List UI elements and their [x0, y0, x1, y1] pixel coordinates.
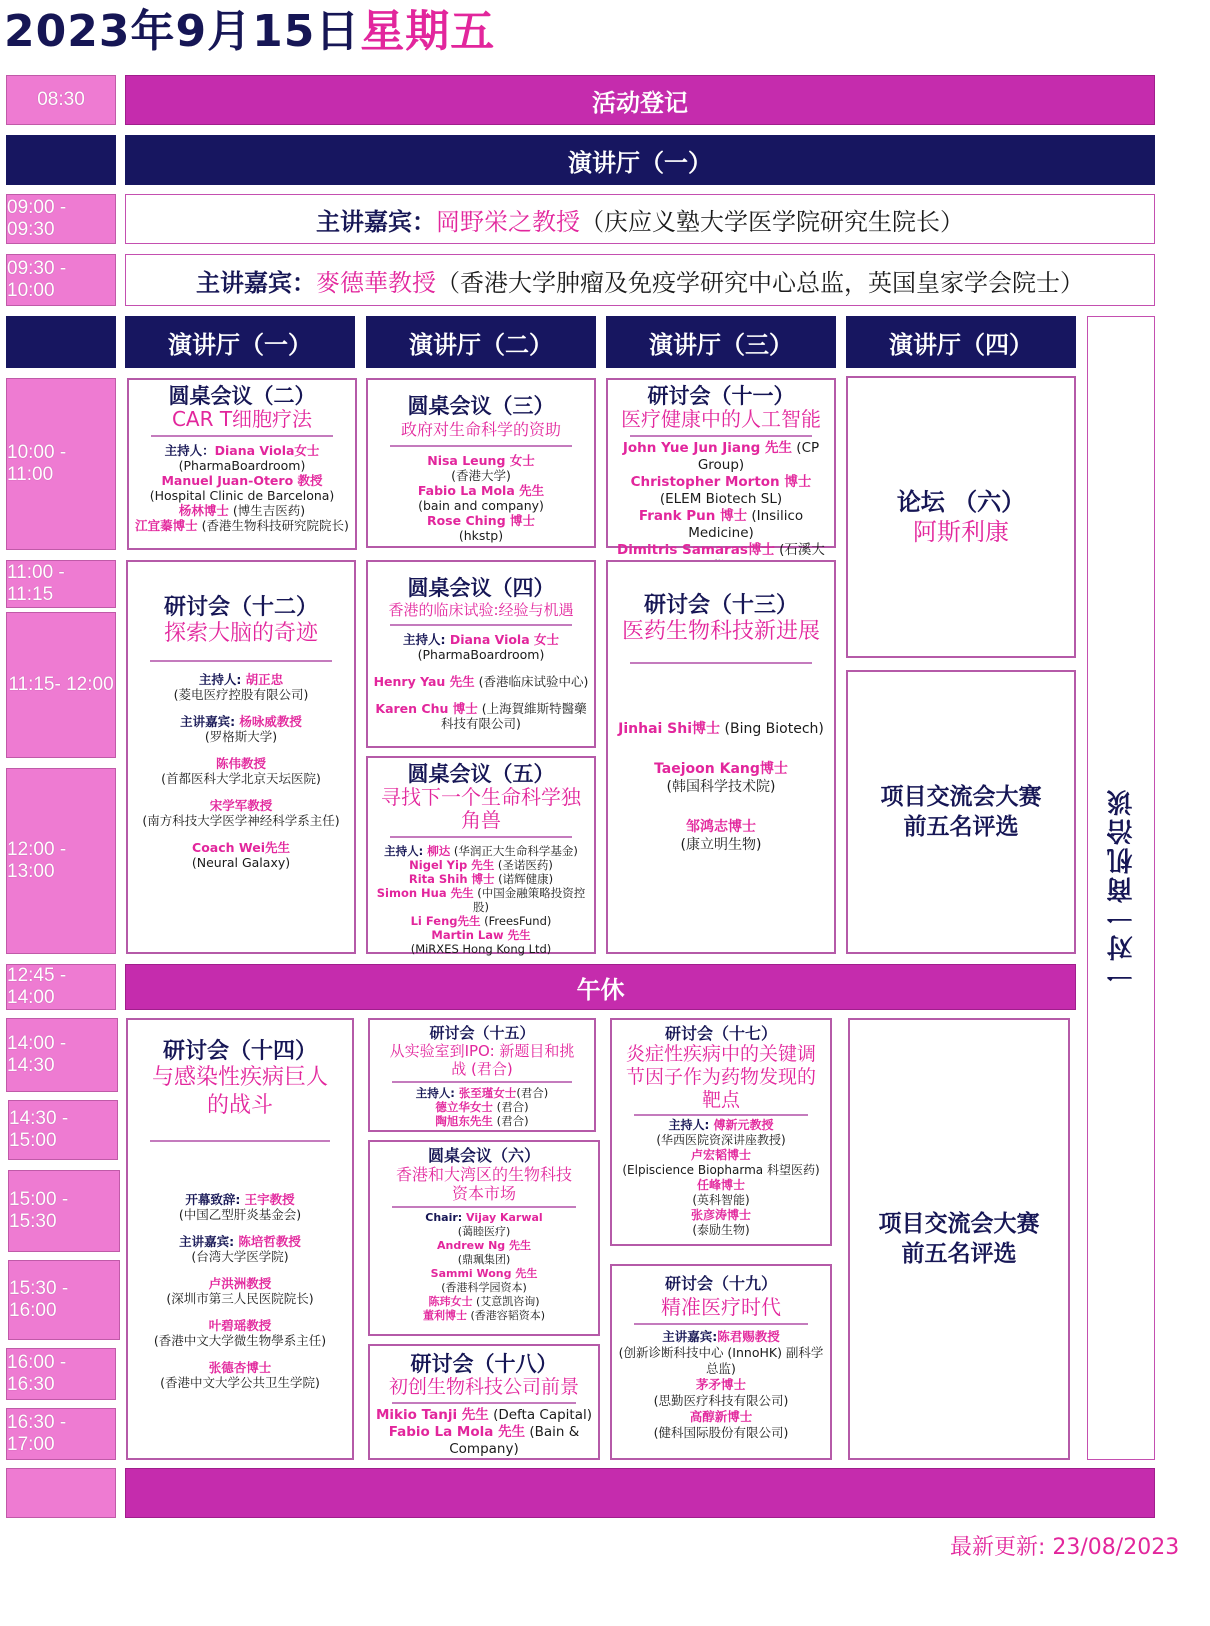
- time-1430: 14:30 - 15:00: [8, 1100, 118, 1160]
- divider: [634, 1323, 808, 1325]
- speaker-name: Nigel Yip 先生: [409, 857, 495, 872]
- speaker-name: 杨咏威教授: [239, 713, 302, 729]
- time-1400: 14:00 - 14:30: [6, 1018, 118, 1092]
- speaker-name: Jinhai Shi博士: [618, 720, 721, 737]
- last-updated: 最新更新: 23/08/2023: [950, 1535, 1180, 1560]
- time-1530: 15:30 - 16:00: [8, 1260, 120, 1340]
- speaker-org: (中国金融策略投资控股): [473, 885, 586, 914]
- seminar-14: [126, 1018, 354, 1460]
- speaker-org: (PharmaBoardroom): [178, 457, 306, 473]
- speaker-name: 陈伟教授: [215, 755, 266, 771]
- speaker-org: (圣诺医药): [494, 857, 553, 872]
- roundtable-2-subtitle: CAR T细胞疗法: [171, 407, 313, 431]
- speaker-org: (FreesFund): [480, 913, 552, 928]
- chair-label: Chair:: [425, 1210, 467, 1224]
- speaker-name: Fabio La Mola 先生: [388, 1423, 526, 1440]
- seminar-11-subtitle: 医疗健康中的人工智能: [621, 407, 821, 431]
- speaker-name: Mikio Tanji 先生: [375, 1406, 489, 1423]
- lunch-bar: 午休: [125, 964, 1076, 1010]
- speaker-name: Coach Wei先生: [192, 839, 290, 855]
- date-text: 2023年9月15日: [4, 6, 361, 57]
- speaker-org: (香港中文大学微生物學系主任): [153, 1332, 327, 1348]
- speaker-org: (Bing Biotech): [720, 720, 824, 737]
- speaker-org: (PharmaBoardroom): [417, 646, 545, 662]
- closing-bar: [125, 1468, 1155, 1518]
- speaker-org: (香港科学园资本): [441, 1280, 527, 1294]
- speaker-org: (石溪大: [779, 541, 825, 558]
- speaker-org: (君合): [492, 1113, 529, 1128]
- speaker-org: (Hospital Clinic de Barcelona): [149, 487, 335, 503]
- speaker-name: 茅矛博士: [695, 1376, 746, 1392]
- speaker-name: 任峰博士: [696, 1177, 745, 1192]
- speaker-name: Vijay Karwal: [466, 1210, 543, 1224]
- roundtable-5: [366, 756, 596, 954]
- speaker-name: Karen Chu 博士: [375, 700, 478, 716]
- divider: [630, 662, 812, 664]
- seminar-19-title: 研讨会（十九）: [664, 1274, 777, 1293]
- seminar-19-subtitle: 精准医疗时代: [661, 1295, 781, 1319]
- contest-subtitle: 前五名评选: [903, 814, 1019, 840]
- speaker-org: (君合): [492, 1099, 529, 1114]
- speaker-name: 张德杏博士: [208, 1359, 272, 1375]
- speaker-org: (艾意凯咨询): [472, 1294, 540, 1308]
- time-1115: 11:15- 12:00: [6, 612, 116, 758]
- contest-top5-2: [848, 1018, 1070, 1460]
- roundtable-4: [366, 560, 596, 748]
- divider: [392, 1402, 576, 1404]
- registration-bar: 活动登记: [125, 75, 1155, 125]
- speaker-org: (MiRXES Hong Kong Ltd): [410, 941, 552, 956]
- time-blank-3: [6, 1468, 116, 1518]
- time-1000: 10:00 - 11:00: [6, 378, 116, 550]
- speaker-name: Taejoon Kang博士: [654, 760, 788, 777]
- speaker-name: Andrew Ng 先生: [436, 1238, 531, 1252]
- speaker-org: (香港大学): [451, 467, 511, 483]
- seminar-13-title: 研讨会（十三）: [643, 593, 798, 618]
- divider: [390, 624, 572, 626]
- speaker-org: (韩国科学技术院): [666, 778, 776, 795]
- speaker-name: Christopher Morton 博士: [630, 473, 812, 490]
- host-label: 主持人:: [668, 1117, 714, 1132]
- speaker-name: Diana Viola女士: [214, 442, 320, 458]
- speaker-name: John Yue Jun Jiang 先生: [622, 439, 793, 456]
- seminar-17-subtitle: 炎症性疾病中的关键调节因子作为药物发现的靶点: [625, 1043, 816, 1111]
- roundtable-6-subtitle: 香港和大湾区的生物科技资本市场: [395, 1165, 572, 1203]
- host-label: 主持人:: [198, 671, 246, 687]
- seminar-18: [368, 1344, 600, 1460]
- time-0930: 09:30 - 10:00: [6, 254, 116, 306]
- speaker-org: (香港容韬资本): [466, 1308, 546, 1322]
- contest-title: 项目交流会大赛: [878, 1211, 1040, 1237]
- seminar-17-title: 研讨会（十七）: [664, 1024, 777, 1043]
- speaker-org: (康立明生物): [680, 836, 762, 853]
- keynote-2-label: 主讲嘉宾：: [196, 268, 316, 297]
- speaker-org: (诺辉健康): [494, 871, 554, 886]
- roundtable-3-title: 圆桌会议（三）: [407, 394, 555, 418]
- divider: [390, 836, 572, 838]
- speaker-name: 陈培哲教授: [238, 1233, 301, 1249]
- speaker-name: Martin Law 先生: [431, 927, 531, 942]
- speaker-name: Nisa Leung 女士: [427, 452, 535, 468]
- speaker-org: (CP Group): [697, 439, 820, 473]
- divider: [390, 445, 572, 447]
- speaker-org: (蔼睦医疗): [457, 1224, 511, 1238]
- seminar-19: [610, 1264, 832, 1460]
- divider: [630, 435, 812, 437]
- speaker-name: 胡正忠: [245, 671, 284, 687]
- seminar-13-subtitle: 医药生物科技新进展: [621, 619, 820, 644]
- speaker-name: Manuel Juan-Otero 教授: [161, 472, 323, 488]
- forum-6: [846, 376, 1076, 658]
- speaker-org: (罗格斯大学): [204, 728, 278, 744]
- seminar-17: [610, 1018, 832, 1246]
- speaker-org: (ELEM Biotech SL): [659, 490, 783, 507]
- speaker-org: (Elpiscience Biopharma 科望医药): [622, 1162, 820, 1177]
- roundtable-3: [366, 378, 596, 548]
- speaker-name: 邹鸿志博士: [686, 818, 756, 835]
- hall-4-header: 演讲厅（四）: [846, 316, 1076, 368]
- speaker-org: (华润正大生命科学基金): [450, 843, 578, 858]
- time-0830: 08:30: [6, 75, 116, 125]
- speaker-name: Simon Hua 先生: [376, 885, 474, 900]
- main-hall-bar: 演讲厅（一）: [125, 135, 1155, 185]
- seminar-12: [126, 560, 356, 954]
- speaker-org: (Bain & Company): [449, 1423, 580, 1457]
- speaker-org: (菱电医疗控股有限公司): [173, 686, 309, 702]
- contest-title: 项目交流会大赛: [880, 784, 1042, 810]
- keynote-2-desc: （香港大学肿瘤及免疫学研究中心总监，英国皇家学会院士）: [436, 268, 1084, 297]
- roundtable-6: [368, 1140, 600, 1336]
- speaker-name: Diana Viola 女士: [449, 631, 560, 647]
- seminar-11: [606, 378, 836, 558]
- time-1500: 15:00 - 15:30: [8, 1170, 120, 1252]
- hall-3-header: 演讲厅（三）: [606, 316, 836, 368]
- speaker-org: (鼎珮集团): [457, 1252, 511, 1266]
- speaker-org: (香港中文大学公共卫生学院): [160, 1374, 320, 1390]
- speaker-org: (华西医院资深讲座教授): [656, 1132, 786, 1147]
- roundtable-2-title: 圆桌会议（二）: [168, 384, 316, 408]
- seminar-14-subtitle: 与感染性疾病巨人的战斗: [151, 1065, 328, 1118]
- seminar-15: [368, 1018, 596, 1132]
- speaker-name: 杨林博士: [178, 502, 229, 518]
- speaker-org: (泰励生物): [692, 1222, 750, 1237]
- speaker-name: 张彦涛博士: [690, 1207, 751, 1222]
- speaker-name: Fabio La Mola 先生: [417, 482, 545, 498]
- keynote-2-speaker: 麥德華教授: [316, 268, 436, 297]
- time-1100: 11:00 - 11:15: [6, 560, 116, 608]
- speaker-org: (南方科技大学医学神经科学系主任): [142, 812, 340, 828]
- roundtable-2: [127, 378, 357, 550]
- speaker-org: (上海賀維斯特醫藥科技有限公司): [441, 700, 587, 731]
- speaker-name: Henry Yau 先生: [373, 673, 475, 689]
- one-on-one-label: 一对一商机洽谈: [1106, 786, 1137, 990]
- roundtable-5-title: 圆桌会议（五）: [407, 762, 555, 786]
- time-blank-1: [6, 135, 116, 185]
- seminar-14-title: 研讨会（十四）: [162, 1039, 317, 1064]
- roundtable-3-subtitle: 政府对生命科学的资助: [400, 420, 561, 439]
- roundtable-4-subtitle: 香港的临床试验:经验与机遇: [388, 601, 574, 619]
- seminar-13: [606, 560, 836, 954]
- time-1245: 12:45 - 14:00: [6, 964, 116, 1010]
- seminar-15-subtitle: 从实验室到IPO: 新题目和挑战 (君合): [389, 1042, 575, 1078]
- speaker-name: 董利博士: [422, 1308, 467, 1322]
- speaker-name: Dimitris Samaras博士: [617, 541, 775, 558]
- speaker-name: 宋学军教授: [209, 797, 273, 813]
- speaker-name: 德立华女士: [435, 1099, 493, 1114]
- weekday-text: 星期五: [360, 6, 496, 57]
- host-label: 主持人:: [415, 1085, 459, 1100]
- time-1630: 16:30 - 17:00: [6, 1408, 116, 1460]
- seminar-12-title: 研讨会（十二）: [163, 595, 318, 620]
- speaker-name: Rose Ching 博士: [426, 512, 536, 528]
- keynote-1: [125, 194, 1155, 244]
- roundtable-5-subtitle: 寻找下一个生命科学独角兽: [381, 785, 581, 832]
- keynote-label: 主讲嘉宾:: [662, 1328, 718, 1344]
- seminar-11-title: 研讨会（十一）: [647, 384, 795, 408]
- speaker-org: (bain and company): [418, 497, 544, 513]
- seminar-18-title: 研讨会（十八）: [410, 1352, 558, 1376]
- speaker-name: 张至瑾女士: [458, 1085, 517, 1100]
- roundtable-4-title: 圆桌会议（四）: [407, 576, 555, 600]
- speaker-org: (深圳市第三人民医院院长): [166, 1290, 314, 1306]
- divider: [392, 1206, 576, 1208]
- speaker-org: (英科智能): [692, 1192, 750, 1207]
- speaker-name: 江宜蓁博士: [135, 517, 198, 533]
- speaker-org: (香港生物科技研究院院长): [197, 517, 349, 533]
- forum-6-subtitle: 阿斯利康: [913, 518, 1009, 546]
- divider: [150, 660, 332, 662]
- host-label: 主持人：: [164, 442, 215, 458]
- page-title: [4, 2, 495, 62]
- speaker-name: 卢宏韬博士: [690, 1147, 751, 1162]
- speaker-name: Frank Pun 博士: [638, 507, 748, 524]
- divider: [150, 1140, 330, 1142]
- speaker-name: Rita Shih 博士: [408, 871, 495, 886]
- forum-6-title: 论坛 （六）: [896, 488, 1026, 516]
- contest-top5-1: [846, 670, 1076, 954]
- time-blank-2: [6, 316, 116, 368]
- speaker-org: (台湾大学医学院): [191, 1248, 289, 1264]
- keynote-2: [125, 254, 1155, 306]
- time-1600: 16:00 - 16:30: [6, 1348, 116, 1400]
- speaker-name: 高醇新博士: [689, 1408, 753, 1424]
- divider: [634, 1114, 808, 1116]
- one-on-one-column: [1087, 316, 1155, 1460]
- speaker-name: Li Feng先生: [410, 913, 481, 928]
- speaker-name: 陈玮女士: [428, 1294, 473, 1308]
- hall-2-header: 演讲厅（二）: [366, 316, 596, 368]
- keynote-1-label: 主讲嘉宾：: [316, 207, 436, 236]
- divider: [392, 1081, 572, 1083]
- speaker-org: (君合): [516, 1085, 549, 1100]
- seminar-18-subtitle: 初创生物科技公司前景: [388, 1376, 579, 1398]
- speaker-org: (创新诊断科技中心 (InnoHK) 副科学总监): [618, 1344, 824, 1376]
- speaker-name: 陶旭东先生: [435, 1113, 493, 1128]
- host-label: 主持人:: [384, 843, 428, 858]
- seminar-15-title: 研讨会（十五）: [429, 1024, 535, 1042]
- speaker-name: 柳达: [427, 843, 451, 858]
- roundtable-6-title: 圆桌会议（六）: [427, 1146, 540, 1165]
- keynote-1-desc: （庆应义塾大学医学院研究生院长）: [580, 207, 964, 236]
- speaker-name: 王宇教授: [244, 1191, 295, 1207]
- speaker-name: Sammi Wong 先生: [430, 1266, 538, 1280]
- speaker-org: (Insilico Medicine): [688, 507, 804, 541]
- time-0900: 09:00 - 09:30: [6, 194, 116, 244]
- keynote-label: 主讲嘉宾:: [179, 1233, 239, 1249]
- speaker-org: (首都医科大学北京天坛医院): [161, 770, 321, 786]
- speaker-org: (香港临床试验中心): [474, 673, 589, 689]
- divider: [151, 435, 333, 437]
- host-label: 主持人:: [402, 631, 450, 647]
- speaker-org: (中国乙型肝炎基金会): [178, 1206, 302, 1222]
- contest-subtitle: 前五名评选: [901, 1241, 1017, 1267]
- time-1200: 12:00 - 13:00: [6, 768, 116, 954]
- hall-1-header: 演讲厅（一）: [125, 316, 355, 368]
- speaker-org: (博生吉医药): [228, 502, 306, 518]
- speaker-org: (健科国际股份有限公司): [653, 1424, 789, 1440]
- keynote-label: 主讲嘉宾:: [180, 713, 240, 729]
- keynote-1-speaker: 岡野栄之教授: [436, 207, 580, 236]
- speaker-org: (Neural Galaxy): [191, 854, 291, 870]
- speaker-org: (hkstp): [458, 527, 504, 543]
- opening-label: 开幕致辞:: [185, 1191, 245, 1207]
- speaker-name: 陈君赐教授: [717, 1328, 780, 1344]
- speaker-name: 叶碧瑶教授: [208, 1317, 272, 1333]
- speaker-name: 卢洪洲教授: [208, 1275, 272, 1291]
- seminar-12-subtitle: 探索大脑的奇迹: [163, 621, 318, 646]
- speaker-org: (Defta Capital): [488, 1406, 593, 1423]
- speaker-org: (思勤医疗科技有限公司): [653, 1392, 789, 1408]
- speaker-name: 傅新元教授: [713, 1117, 774, 1132]
